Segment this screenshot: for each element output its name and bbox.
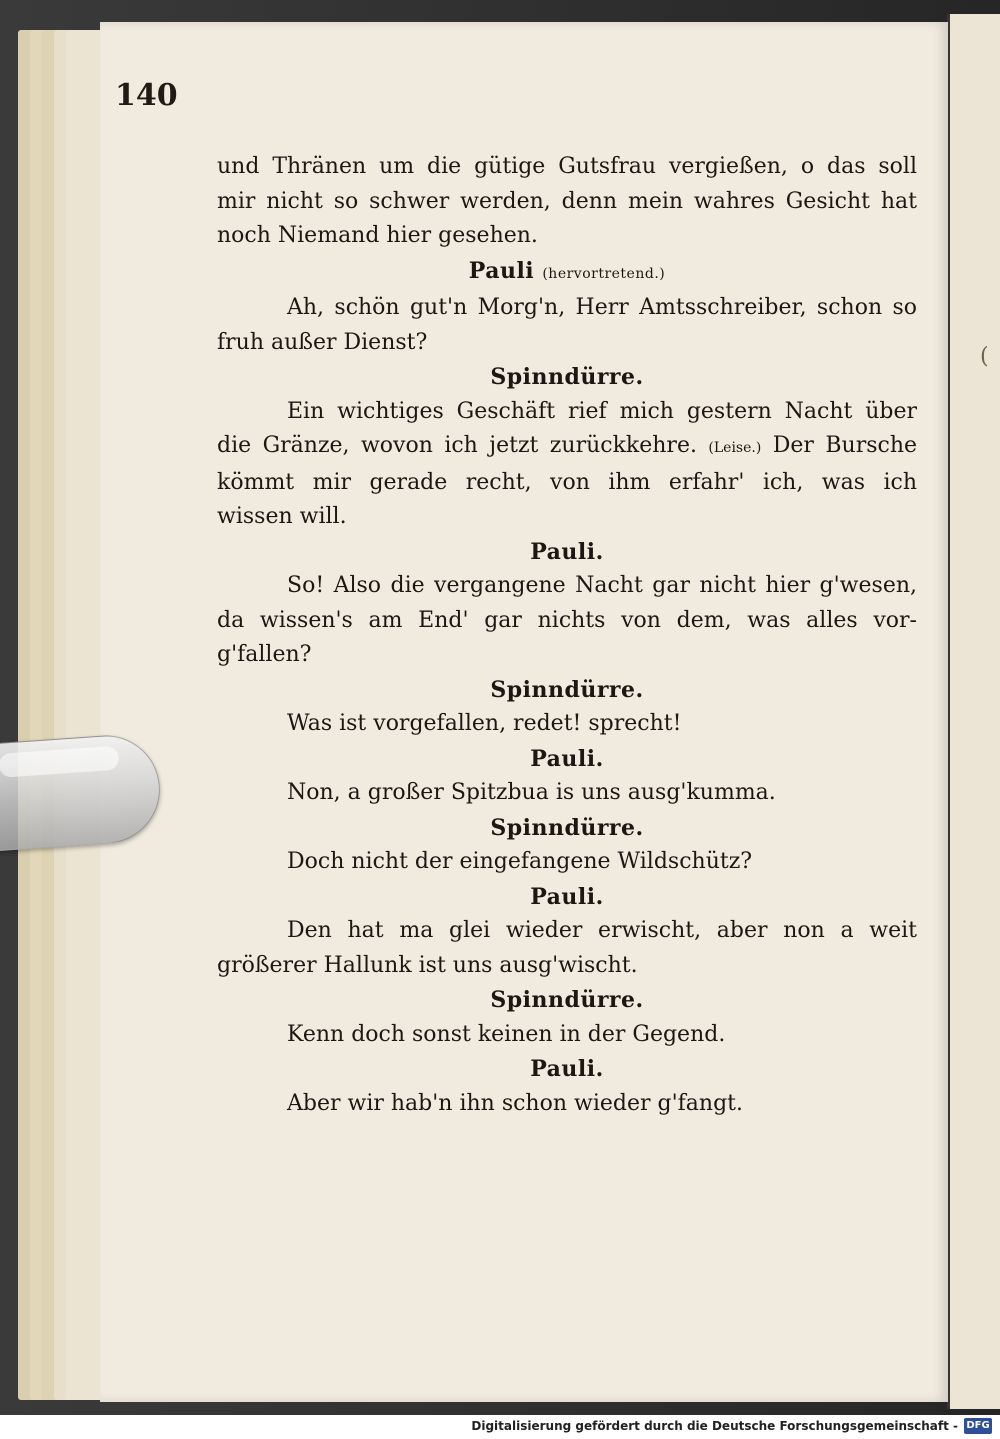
- text-line: größerer Hallunk ist uns ausg'wischt.: [217, 952, 638, 978]
- text-fragment: die Gränze, wovon ich jetzt zurückkehre.: [217, 433, 697, 458]
- stage-direction: (hervortretend.): [542, 265, 666, 282]
- text-line: So! Also die vergangene Nacht gar nicht hier g'wesen,: [287, 573, 917, 598]
- facing-page-mark: (: [980, 344, 989, 369]
- speaker-heading: Spinndürre.: [490, 364, 644, 390]
- text-line: Aber wir hab'n ihn schon wieder g'fangt.: [287, 1090, 743, 1116]
- facing-page-edge: [947, 14, 1000, 1409]
- footer-bar: [0, 1415, 1000, 1439]
- text-line: Ein wichtiges Geschäft rief mich gestern Nacht über: [287, 398, 917, 424]
- text-line: Ah, schön gut'n Morg'n, Herr Amtsschreiber, schon so: [287, 295, 917, 320]
- text-line: Was ist vorgefallen, redet! sprecht!: [287, 711, 682, 736]
- text-line: da wissen's am End' gar nichts von dem, was alles vor-: [217, 607, 917, 633]
- speaker-heading: Spinndürre.: [490, 987, 644, 1013]
- funding-credit: Digitalisierung gefördert durch die Deutsche Forschungsgemeinschaft -: [471, 1419, 958, 1433]
- dfg-logo: DFG: [964, 1418, 992, 1434]
- speaker-heading: Spinndürre.: [490, 814, 644, 841]
- text-line: fruh außer Dienst?: [217, 329, 428, 355]
- text-line: noch Niemand hier gesehen.: [217, 223, 538, 248]
- text-line: wissen will.: [217, 504, 347, 529]
- page-text: [217, 150, 917, 1121]
- speaker-heading: Pauli.: [530, 1056, 604, 1082]
- speaker-heading: Pauli.: [530, 883, 604, 910]
- stage-direction: (Leise.): [708, 440, 762, 456]
- speaker-name: Pauli: [468, 257, 535, 284]
- text-line: kömmt mir gerade recht, von ihm erfahr' ich, was ich: [217, 469, 917, 495]
- text-line: [217, 429, 917, 466]
- text-line: Doch nicht der eingefangene Wildschütz?: [287, 849, 753, 874]
- text-fragment: Der Bursche: [772, 433, 917, 458]
- text-line: g'fallen?: [217, 642, 312, 667]
- text-line: mir nicht so schwer werden, denn mein wahres Gesicht hat: [217, 188, 917, 214]
- speaker-heading: Pauli.: [530, 745, 604, 772]
- text-line: Kenn doch sonst keinen in der Gegend.: [287, 1021, 726, 1047]
- text-line: Non, a großer Spitzbua is uns ausg'kumma.: [287, 780, 776, 805]
- speaker-heading: Spinndürre.: [490, 676, 644, 703]
- speaker-heading: Pauli.: [530, 538, 604, 565]
- text-line: Den hat ma glei wieder erwischt, aber non a weit: [287, 918, 917, 943]
- text-line: und Thränen um die gütige Gutsfrau vergießen, o das soll: [217, 154, 917, 179]
- speaker-heading: [217, 254, 917, 292]
- page-number: 140: [115, 78, 178, 113]
